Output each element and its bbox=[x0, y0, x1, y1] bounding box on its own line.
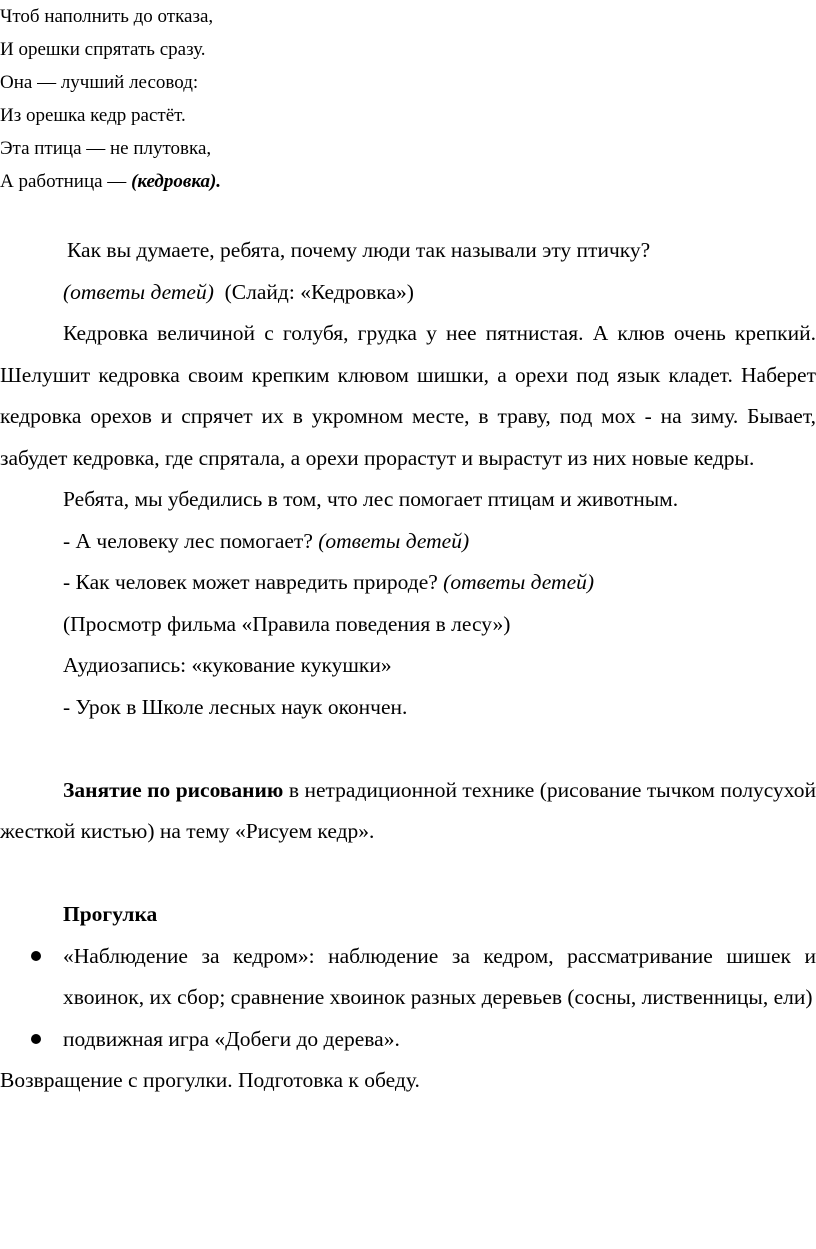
list-item bbox=[0, 1019, 816, 1061]
question-help-paragraph bbox=[0, 521, 816, 563]
conclusion-paragraph: Ребята, мы убедились в том, что лес помогает птицам и животным. bbox=[63, 487, 679, 511]
poem-line: И орешки спрятать сразу. bbox=[0, 39, 206, 60]
drawing-description: в нетрадиционной технике (рисование тычком полусухой жесткой кистью) на тему «Рисуем кедр». bbox=[0, 777, 816, 843]
kedrovka-paragraph: Кедровка величиной с голубя, грудка у нее пятнистая. А клюв очень крепкий. Шелушит кедровка своим крепким клювом шишки, а орехи под язык кладет. Наберет кедровка орехов и спрячет их в укромном месте, в траву, под мох - на зиму. Бывает, забудет кедровка, где спрятала, а орехи прорастут и вырастут из них новые кедры. bbox=[0, 321, 816, 470]
question-paragraph: Как вы думаете, ребята, почему люди так называли эту птичку? bbox=[67, 238, 651, 262]
film-paragraph: (Просмотр фильма «Правила поведения в лесу») bbox=[63, 611, 511, 636]
question-harm-paragraph bbox=[0, 562, 816, 604]
list-item-text: подвижная игра «Добеги до дерева». bbox=[63, 1026, 400, 1051]
children-answers-note: (ответы детей) bbox=[63, 279, 214, 304]
return-paragraph: Возвращение с прогулки. Подготовка к обеду. bbox=[0, 1068, 420, 1092]
walk-heading: Прогулка bbox=[63, 902, 158, 926]
spacer bbox=[0, 853, 816, 895]
riddle-answer: (кедровка). bbox=[131, 171, 222, 192]
drawing-title: Занятие по рисованию bbox=[63, 777, 284, 802]
bullet-icon bbox=[31, 951, 41, 961]
spacer bbox=[0, 728, 816, 770]
answers-slide-paragraph bbox=[0, 272, 816, 314]
poem-last-line-prefix: А работница — bbox=[0, 171, 132, 192]
drawing-paragraph bbox=[0, 770, 816, 853]
slide-note: (Слайд: «Кедровка») bbox=[224, 279, 414, 304]
poem-line: Чтоб наполнить до отказа, bbox=[0, 6, 214, 27]
poem-last-line bbox=[0, 165, 816, 198]
list-item-text: «Наблюдение за кедром»: наблюдение за кедром, рассматривание шишек и хвоинок, их сбор; сравнение хвоинок разных деревьев (сосны, лиственницы, ели) bbox=[63, 943, 816, 1009]
question-help-text: - А человеку лес помогает? bbox=[63, 528, 319, 553]
children-answers-note: (ответы детей) bbox=[318, 528, 470, 553]
audio-paragraph: Аудиозапись: «кукование кукушки» bbox=[63, 653, 392, 677]
list-item bbox=[0, 936, 816, 1019]
riddle-poem bbox=[0, 0, 816, 198]
poem-line: Эта птица — не плутовка, bbox=[0, 138, 212, 159]
main-text bbox=[0, 230, 816, 1102]
poem-line: Она — лучший лесовод: bbox=[0, 72, 199, 93]
children-answers-note: (ответы детей) bbox=[443, 570, 595, 594]
walk-list bbox=[0, 936, 816, 1061]
question-harm-text: - Как человек может навредить природе? bbox=[63, 570, 444, 594]
poem-line: Из орешка кедр растёт. bbox=[0, 105, 186, 126]
lesson-end-paragraph: - Урок в Школе лесных наук окончен. bbox=[63, 694, 408, 719]
bullet-icon bbox=[31, 1034, 41, 1044]
